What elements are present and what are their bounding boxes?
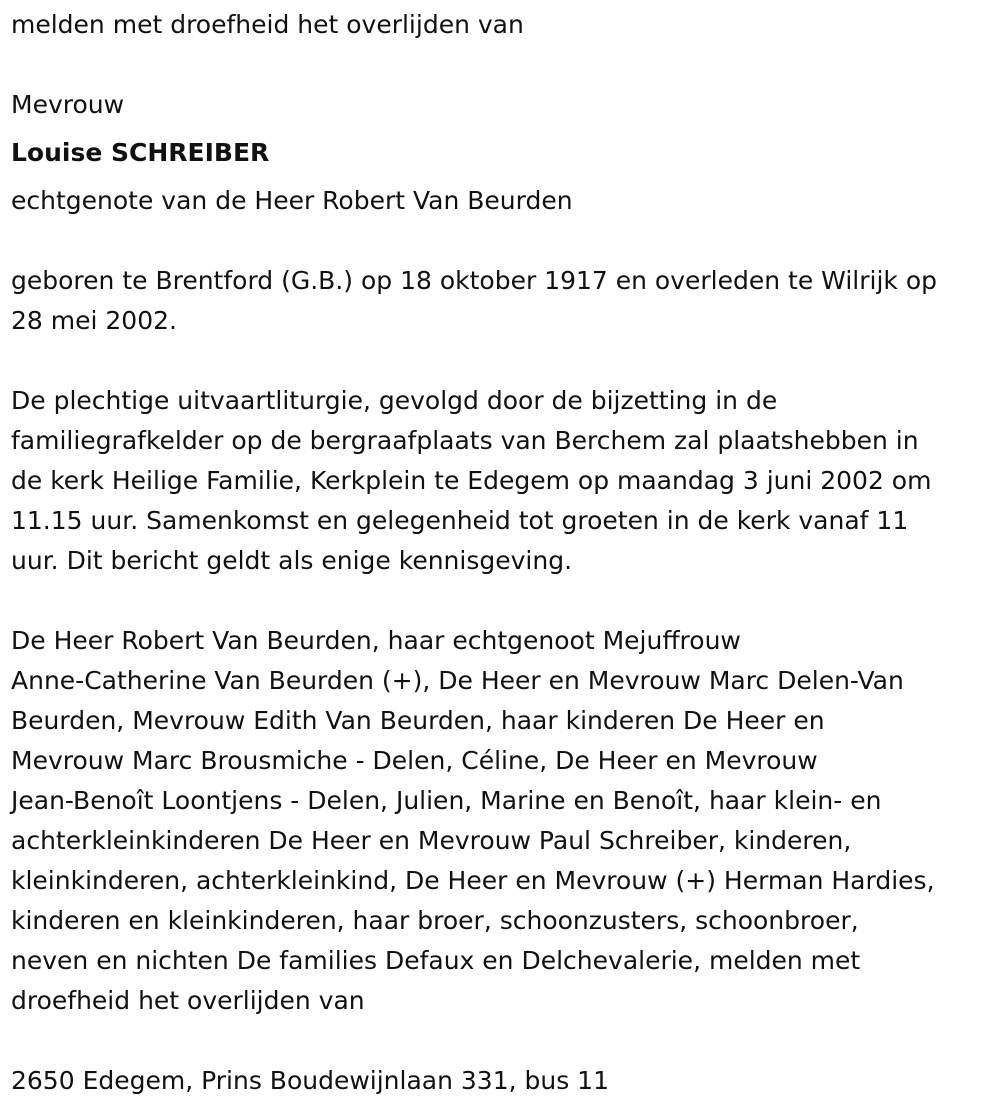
family-line-4: Mevrouw Marc Brousmiche - Delen, Céline, De Heer en Mevrouw: [11, 746, 818, 775]
family-line-6: achterkleinkinderen De Heer en Mevrouw Paul Schreiber, kinderen,: [11, 826, 852, 855]
spouse-line: echtgenote van de Heer Robert Van Beurden: [11, 186, 573, 215]
birth-line-1: geboren te Brentford (G.B.) op 18 oktober 1917 en overleden te Wilrijk op: [11, 266, 938, 295]
family-line-2: Anne-Catherine Van Beurden (+), De Heer en Mevrouw Marc Delen-Van: [11, 666, 904, 695]
intro-text: melden met droefheid het overlijden van: [11, 10, 524, 39]
family-line-9: neven en nichten De families Defaux en Delchevalerie, melden met: [11, 946, 861, 975]
ceremony-line-5: uur. Dit bericht geldt als enige kennisgeving.: [11, 546, 573, 575]
family-line-3: Beurden, Mevrouw Edith Van Beurden, haar kinderen De Heer en: [11, 706, 825, 735]
deceased-name: Louise SCHREIBER: [11, 138, 270, 167]
ceremony-line-1: De plechtige uitvaartliturgie, gevolgd door de bijzetting in de: [11, 386, 778, 415]
family-line-8: kinderen en kleinkinderen, haar broer, schoonzusters, schoonbroer,: [11, 906, 859, 935]
salutation: Mevrouw: [11, 90, 125, 119]
ceremony-line-4: 11.15 uur. Samenkomst en gelegenheid tot groeten in de kerk vanaf 11: [11, 506, 909, 535]
birth-line-2: 28 mei 2002.: [11, 306, 177, 335]
ceremony-line-2: familiegrafkelder op de bergraafplaats van Berchem zal plaatshebben in: [11, 426, 919, 455]
family-line-1: De Heer Robert Van Beurden, haar echtgenoot Mejuffrouw: [11, 626, 741, 655]
family-line-10: droefheid het overlijden van: [11, 986, 365, 1015]
address-line: 2650 Edegem, Prins Boudewijnlaan 331, bus 11: [11, 1066, 609, 1095]
ceremony-line-3: de kerk Heilige Familie, Kerkplein te Edegem op maandag 3 juni 2002 om: [11, 466, 932, 495]
family-line-7: kleinkinderen, achterkleinkind, De Heer en Mevrouw (+) Herman Hardies,: [11, 866, 935, 895]
family-line-5: Jean-Benoît Loontjens - Delen, Julien, Marine en Benoît, haar klein- en: [11, 786, 882, 815]
